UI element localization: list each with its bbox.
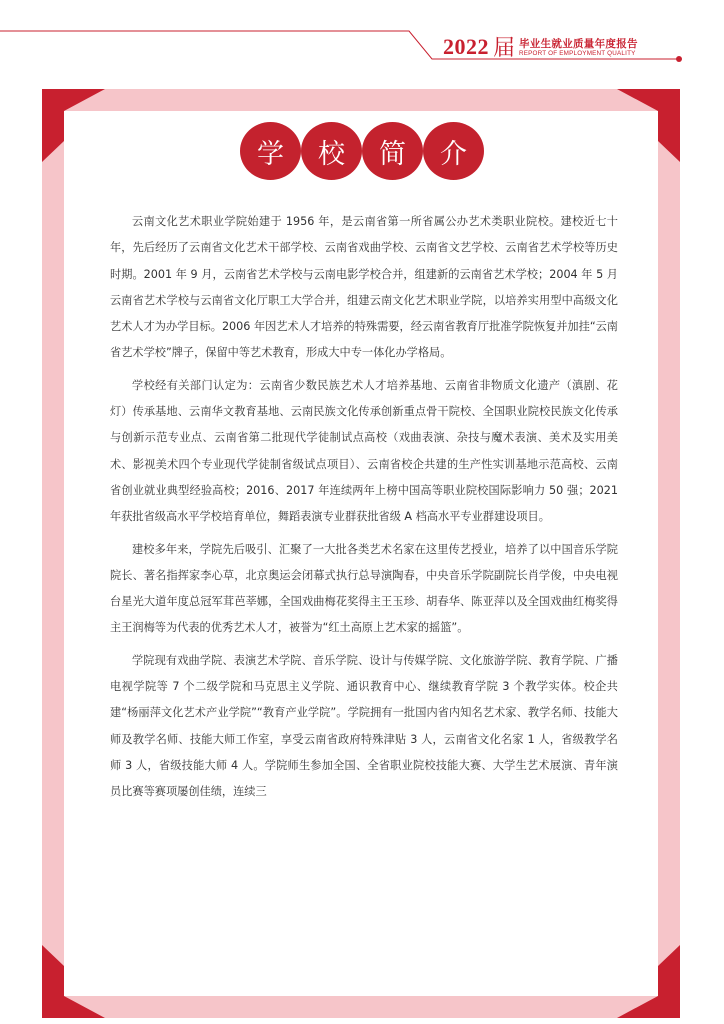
paragraph-history: 云南文化艺术职业学院始建于 1956 年，是云南省第一所省属公办艺术类职业院校。建校近七十年，先后经历了云南省文化艺术干部学校、云南省戏曲学校、云南省文艺学校、云南省艺术学校等历史时期。2001 年 9 月，云南省艺术学校与云南电影学校合并，组建新的云南省艺术学校；2004 年 5 月云南省艺术学校与云南省文化厅职工大学合并，组建云南文化艺术职业学院，以培养实用型中高级文化艺术人才为办学目标。2006 年因艺术人才培养的特殊需要，经云南省教育厅批准学院恢复并加挂“云南省艺术学校”牌子，保留中等艺术教育，形成大中专一体化办学格局。 [110, 215, 618, 360]
paragraph-alumni: 建校多年来，学院先后吸引、汇聚了一大批各类艺术名家在这里传艺授业，培养了以中国音乐学院院长、著名指挥家李心草，北京奥运会闭幕式执行总导演陶春，中央音乐学院副院长肖学俊，中央电视台星光大道年度总冠军茸芭莘娜，全国戏曲梅花奖得主王玉珍、胡春华、陈亚萍以及全国戏曲红梅奖得主王润梅等为代表的优秀艺术人才，被誉为“红土高原上艺术家的摇篮”。 [110, 542, 618, 635]
report-title-en: REPORT OF EMPLOYMENT QUALITY [519, 50, 636, 57]
title-char-4: 介 [423, 122, 484, 180]
title-char-2: 校 [301, 122, 362, 180]
title-char-3: 简 [362, 122, 423, 180]
title-char-1: 学 [240, 122, 301, 180]
header-decoration [0, 0, 724, 70]
body-text [110, 209, 618, 812]
report-year: 2022 [443, 34, 489, 59]
report-jie: 届 [493, 36, 516, 61]
report-title-cn: 毕业生就业质量年度报告 [519, 38, 638, 50]
paragraph-honors: 学校经有关部门认定为：云南省少数民族艺术人才培养基地、云南省非物质文化遗产（滇剧、花灯）传承基地、云南华文教育基地、云南民族文化传承创新重点骨干院校、全国职业院校民族文化传承与创新示范专业点、云南省第二批现代学徒制试点高校（戏曲表演、杂技与魔术表演、美术及实用美术、影视美术四个专业现代学徒制省级试点项目）、云南省校企共建的生产性实训基地示范高校、云南省创业就业典型经验高校；2016、2017 年连续两年上榜中国高等职业院校国际影响力 50 强；2021 年获批省级高水平学校培育单位，舞蹈表演专业群获批省级 A 档高水平专业群建设项目。 [110, 378, 618, 524]
section-title [240, 122, 484, 180]
paragraph-faculty: 学院现有戏曲学院、表演艺术学院、音乐学院、设计与传媒学院、文化旅游学院、教育学院、广播电视学院等 7 个二级学院和马克思主义学院、通识教育中心、继续教育学院 3 个教学实体。校企共建“杨丽萍文化艺术产业学院”“教育产业学院”。学院拥有一批国内省内知名艺术家、教学名师、技能大师及教学名师、技能大师工作室，享受云南省政府特殊津贴 3 人，云南省文化名家 1 人，省级教学名师 3 人，省级技能大师 4 人。学院师生参加全国、全省职业院校技能大赛、大学生艺术展演、青年演员比赛等赛项屡创佳绩，连续三 [110, 653, 618, 799]
